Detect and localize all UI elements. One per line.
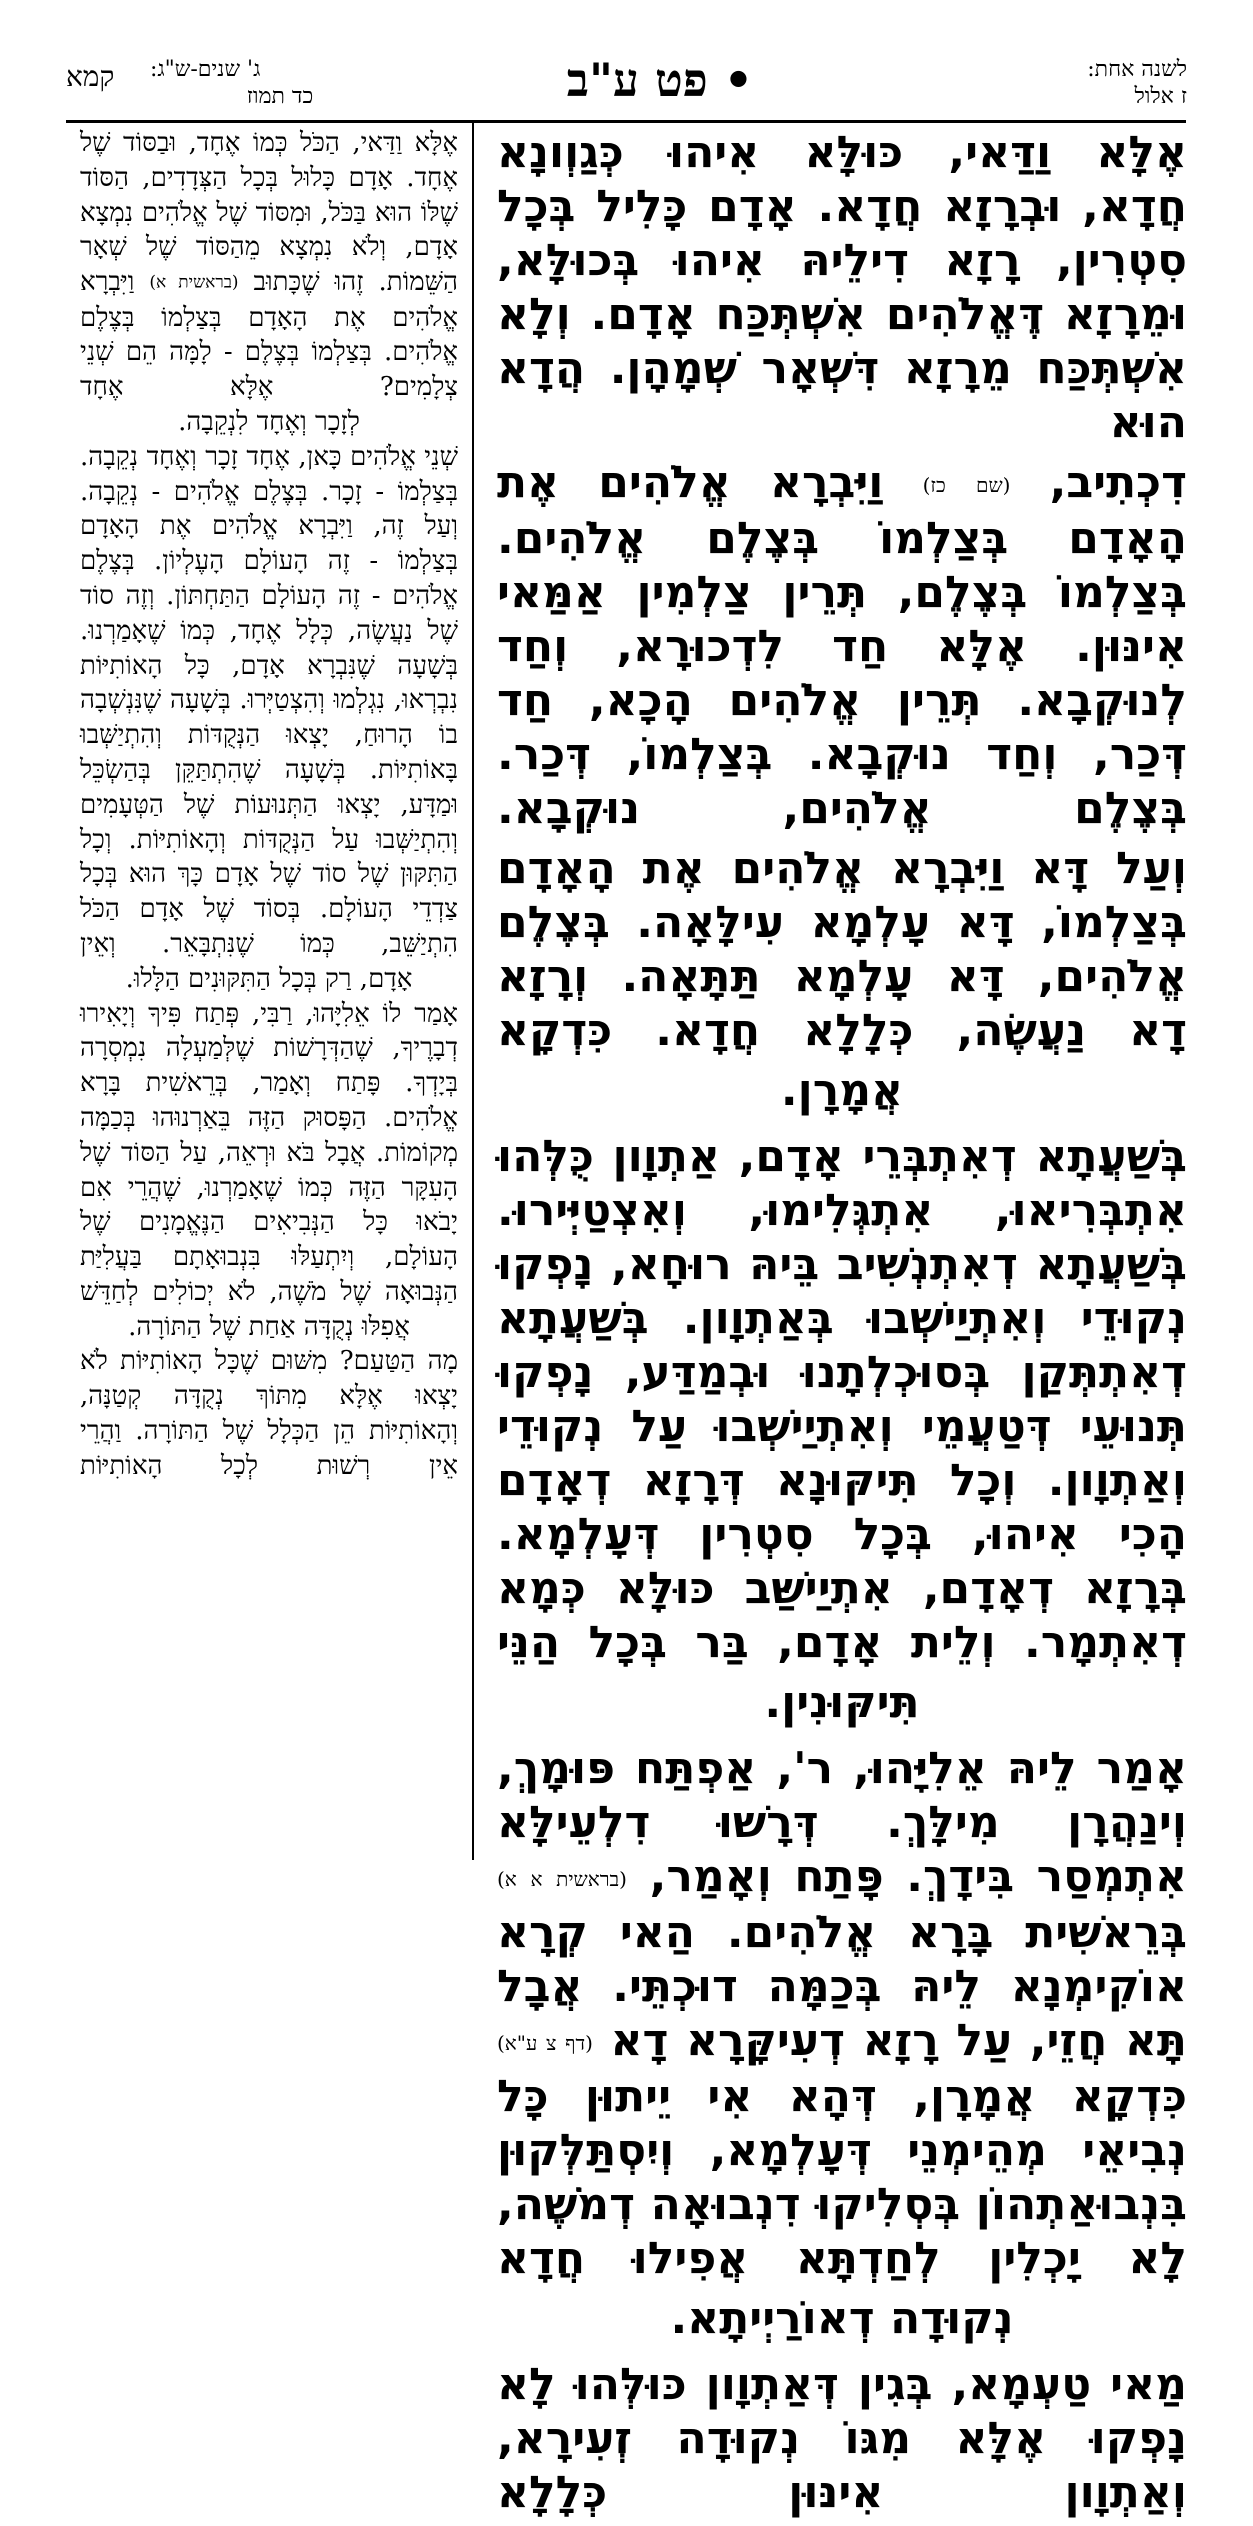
side-paragraph-2: שְׁנֵי אֱלֹהִים כָּאן, אֶחָד זָכָר וְאֶחָד נְקֵבָה. בְּצַלְמוֹ - זָכָר. בְּצֶלֶם אֱלֹהִים - נְקֵבָה. וְעַל זֶה, וַיִּבְרָא אֱלֹהִים אֶת הָאָדָם בְּצַלְמוֹ - זֶה הָעוֹלָם הָעֶלְיוֹן. בְּצֶלֶם אֱלֹהִים - זֶה הָעוֹלָם הַתַּחְתּוֹן. וְזֶה סוֹד שֶׁל נַעֲשֶׂה, כְּלָל אֶחָד, כְּמוֹ שֶׁאָמַרְנוּ. בְּשָׁעָה שֶׁנִּבְרָא אָדָם, כָּל הָאוֹתִיּוֹת נִבְרְאוּ, נִגְלְמוּ וְהִצְטַיְּרוּ. בְּשָׁעָה שֶׁנִּנְשְׁבָה בוֹ הָרוּחַ, יָצְאוּ הַנְּקֻדּוֹת וְהִתְיַשְּׁבוּ בָּאוֹתִיּוֹת. בְּשָׁעָה שֶׁהִתְתַּקֵּן בְּהַשְׂכֵּל וּמַדָּע, יָצְאוּ הַתְּנוּעוֹת שֶׁל הַטְּעָמִים וְהִתְיַשְּׁבוּ עַל הַנְּקֻדּוֹת וְהָאוֹתִיּוֹת. וְכָל הַתִּקּוּן שֶׁל סוֹד שֶׁל אָדָם כָּךְ הוּא בְּכָל צַדְדֵי הָעוֹלָם. בְּסוֹד שֶׁל אָדָם הַכֹּל הִתְיַשֵּׁב, כְּמוֹ שֶׁנִּתְבָּאֵר. וְאֵין [80,441,458,959]
side-p1-b: וַיִּבְרָא אֱלֹהִים אֶת הָאָדָם בְּצַלְמוֹ בְּצֶלֶם אֱלֹהִים. בְּצַלְמוֹ בְּצֶלֶם - לָמָּה הֵם שְׁנֵי צְלָמִים? אֶלָּא אֶחָד [80,267,458,403]
header-study-schedule [857,56,1187,110]
aramaic-main-column [497,126,1187,2526]
main-paragraph-1b [497,456,1187,836]
side-reference-1: (בראשית א) [149,272,239,293]
main-paragraph-2: וְעַל דָּא וַיִּבְרָא אֱלֹהִים אֶת הָאָדָם בְּצַלְמוֹ, דָּא עָלְמָא עִילָּאָה. בְּצֶלֶם אֱלֹהִים, דָּא עָלְמָא תַּתָּאָה. וְרָזָא דָא נַעֲשֶׂה, כְּלָלָא חֲדָא. כִּדְקָא [497,843,1187,1056]
header-schedule-date: ז אלול [1134,84,1187,109]
side-paragraph-1 [80,126,458,405]
main-paragraph-5: מַאי טַעְמָא, בְּגִין דְּאַתְוָון כּוּלְּהוּ לָא נָפְקוּ אֶלָּא מִגּוֹ נְקוּדָה זְעִירָא, וְאַתְוָון אִינּוּן כְּלָלָא [497,2359,1187,2518]
main-paragraph-1: אֶלָּא וַדַּאי, כּוּלָּא אִיהוּ כְּגַוְונָא חֲדָא, וּבְרָזָא חֲדָא. אָדָם כָּלִיל בְּכָל סִטְרִין, רָזָא דִילֵיהּ אִיהוּ בְּכוּלָּא, וּמֵרָזָא דֶּאֱלֹהִים אִשְׁתְּכַּח אָדָם. וְלָא אִשְׁתְּכַּח מֵרָזָא דִּשְׁאָר שְׁמָהָן. הֲדָא הוּא [497,127,1187,448]
main-paragraph-4 [497,1742,1187,2286]
header-schedule-label: לשנה אחת: [1087,57,1187,82]
side-paragraph-4: מָה הַטַּעַם? מִשּׁוּם שֶׁכָּל הָאוֹתִיּוֹת לֹא יָצְאוּ אֶלָּא מִתּוֹךְ נְקֻדָּה קְטַנָּה, וְהָאוֹתִיּוֹת הֵן הַכְּלָל שֶׁל הַתּוֹרָה. וַהֲרֵי אֵין רְשׁוּת לְכָל הָאוֹתִיּוֹת [80,1346,458,1481]
header-divider [66,120,1186,123]
main-p4-c: כִּדְקָא אֲמָרָן, דְּהָא אִי יֵיתוּן כָּל נְבִיאֵי מְהֵימְנֵי דְּעָלְמָא, וְיִסְתַּלְּקוּן בִּנְבוּאַתְהוֹן בְּסְלִיקוּ דִנְבוּאָה דְמֹשֶׁה, לָא יָכְלִין לְחַדְתָּא אֲפִילוּ חֲדָא [497,2071,1187,2284]
main-paragraph-4-end: נְקוּדָה דְאוֹרַיְיתָא. [670,2293,1014,2344]
side-p1-a: אֶלָּא וַדַּאי, הַכֹּל כְּמוֹ אֶחָד, וּבַסּוֹד שֶׁל אֶחָד. אָדָם כָּלוּל בְּכָל הַצְּדָדִים, הַסּוֹד שֶׁלּוֹ הוּא בַּכֹּל, וּמִסּוֹד שֶׁל אֱלֹהִים נִמְצָא אָדָם, וְלֹא נִמְצָא מֵהַסּוֹד שֶׁל שְׁאָר הַשֵּׁמוֹת. זֶהוּ שֶׁכָּתוּב [80,128,458,298]
side-paragraph-2-end: אָדָם, רַק בְּכָל הַתִּקּוּנִים הַלָּלוּ. [125,963,413,994]
main-reference-3: (דף צ ע"א) [497,2031,593,2055]
page-number: קמא [66,60,115,93]
main-p4-a: אָמַר לֵיהּ אֵלִיָּהוּ, ר', אַפְתַּח פּוּמָךְ, וְינַהֲרָן מִילָּךְ. דְּרָשׁוּ דִלְעֵילָּא אִתְמְסַר בִּידָךְ. פָּתַח וְאָמַר, [497,1743,1187,1902]
main-p1b-b: וַיִּבְרָא אֱלֹהִים אֶת הָאָדָם בְּצַלְמוֹ בְּצֶלֶם אֱלֹהִים. בְּצַלְמוֹ בְּצֶלֶם, תְּרֵין צַלְמִין אַמַּאי אִינּוּן. אֶלָּא חַד לִדְכוּרָא, וְחַד לְנוּקְבָא. תְּרֵין אֱלֹהִים הָכָא, חַד דְּכַר, וְחַד נוּקְבָא. בְּצַלְמוֹ, דְּכַר. בְּצֶלֶם אֱלֹהִים, נוּקְבָא. [497,457,1187,834]
main-paragraph-2-end: אֲמָרָן. [780,1065,904,1116]
main-reference-2: (בראשית א א) [497,1867,627,1891]
header-alt-date: כד תמוז [246,84,314,109]
main-p4-b: בְּרֵאשִׁית בָּרָא אֱלֹהִים. הַאי קְרָא אוֹקִימְנָא לֵיהּ בְּכַמָּה דוּכְתֵּי. אֲבָל תָּא חֲזֵי, עַל רָזָא דְעִיקָּרָא דָא [497,1907,1187,2066]
page-title: • פט ע"ב [566,53,754,107]
column-divider [472,122,474,1860]
header-alt-schedule [150,56,410,110]
side-paragraph-3: אָמַר לוֹ אֵלִיָּהוּ, רַבִּי, פְּתַח פִּיךָ וְיָאִירוּ דְבָרֶיךָ, שֶׁהַדְּרָשׁוֹת שֶׁלְּמַעְלָה נִמְסְרָה בְּיָדְךָ. פָּתַח וְאָמַר, בְּרֵאשִׁית בָּרָא אֱלֹהִים. הַפָּסוּק הַזֶּה בֵּאַרְנוּהוּ בְּכַמָּה מְקוֹמוֹת. אֲבָל בֹּא וּרְאֵה, עַל הַסּוֹד שֶׁל הָעִקָּר הַזֶּה כְּמוֹ שֶׁאָמַרְנוּ, שֶׁהֲרֵי אִם יָבֹאוּ כָּל הַנְּבִיאִים הַנֶּאֱמָנִים שֶׁל הָעוֹלָם, וְיִתְעַלּוּ בִּנְבוּאָתָם בַּעֲלִיַּת הַנְּבוּאָה שֶׁל מֹשֶׁה, לֹא יְכוֹלִים לְחַדֵּשׁ [80,998,458,1307]
hebrew-translation-column [80,126,458,1484]
side-paragraph-3-end: אֲפִלּוּ נְקֻדָּה אַחַת שֶׁל הַתּוֹרָה. [128,1311,410,1342]
header-alt-label: ג' שנים-ש"ג: [150,57,261,82]
side-paragraph-1-end: לְזָכָר וְאֶחָד לִנְקֵבָה. [178,406,360,437]
main-reference-1: (שם כז) [922,473,1011,497]
main-p1b-a: דִכְתִיב, [1049,457,1187,508]
main-paragraph-3-end: תִּיקּוּנִין. [764,1677,920,1728]
main-paragraph-3: בְּשַׁעֲתָא דְאִתְבְּרֵי אָדָם, אַתְוָון כֻּלְּהוּ אִתְבְּרִיאוּ, אִתְגְּלִימוּ, וְאִצְטַיְּירוּ. בְּשַׁעֲתָא דְאִתְנְשִׁיב בֵּיהּ רוּחָא, נָפְקוּ נְקוּדֵי וְאִתְיַישְׁבוּ בְּאַתְוָון. בְּשַׁעֲתָא דְאִתְתְּקַן בְּסוּכְלְתָנוּ וּבְמַדַּע, נָפְקוּ תְּנוּעֵי דְּטַעֲמֵי וְאִתְיַישְׁבוּ עַל נְקוּדֵי וְאַתְוָון. וְכָל תִּיקּוּנָא דְּרָזָא דְאָדָם הָכִי אִיהוּ, בְּכָל סִטְרִין דְּעָלְמָא. בְּרָזָא דְאָדָם, אִתְיַישַּׁב כּוּלָּא כְּמָא דְאִתְמָר. וְלֵית אָדָם, בַּר בְּכָל הַנֵּי [497,1131,1187,1668]
